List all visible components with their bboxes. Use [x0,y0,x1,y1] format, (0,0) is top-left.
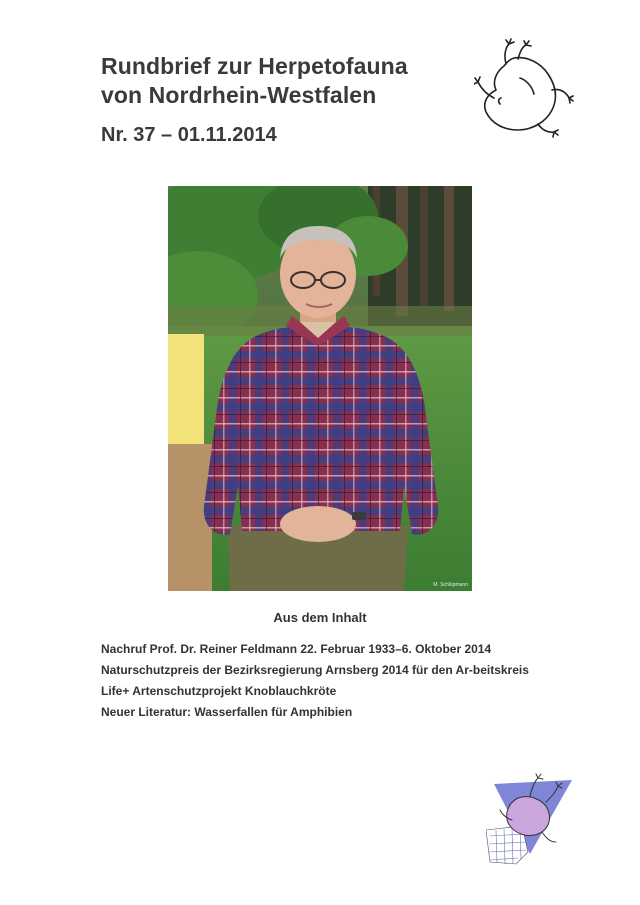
frog-outline-icon [474,38,574,138]
contents-item: Nachruf Prof. Dr. Reiner Feldmann 22. Februar 1933–6. Oktober 2014 [101,642,492,656]
cover-photo [168,186,472,591]
contents-item: Neuer Literatur: Wasserfallen für Amphibien [101,705,353,719]
contents-list [101,643,541,727]
contents-item: Naturschutzpreis der Bezirksregierung Arnsberg 2014 für den Ar-beitskreis [101,663,529,677]
title-line-1: Rundbrief zur Herpetofauna [101,53,408,79]
issue-number: Nr. 37 – 01.11.2014 [101,124,277,146]
portrait-photo-illustration [168,186,472,591]
photo-credit: M. Schlüpmann [433,582,468,588]
newsletter-title [101,52,408,110]
title-line-2: von Nordrhein-Westfalen [101,82,377,108]
frog-triangle-logo-icon [486,772,576,867]
contents-item: Life+ Artenschutzprojekt Knoblauchkröte [101,684,337,698]
contents-heading: Aus dem Inhalt [273,610,367,625]
